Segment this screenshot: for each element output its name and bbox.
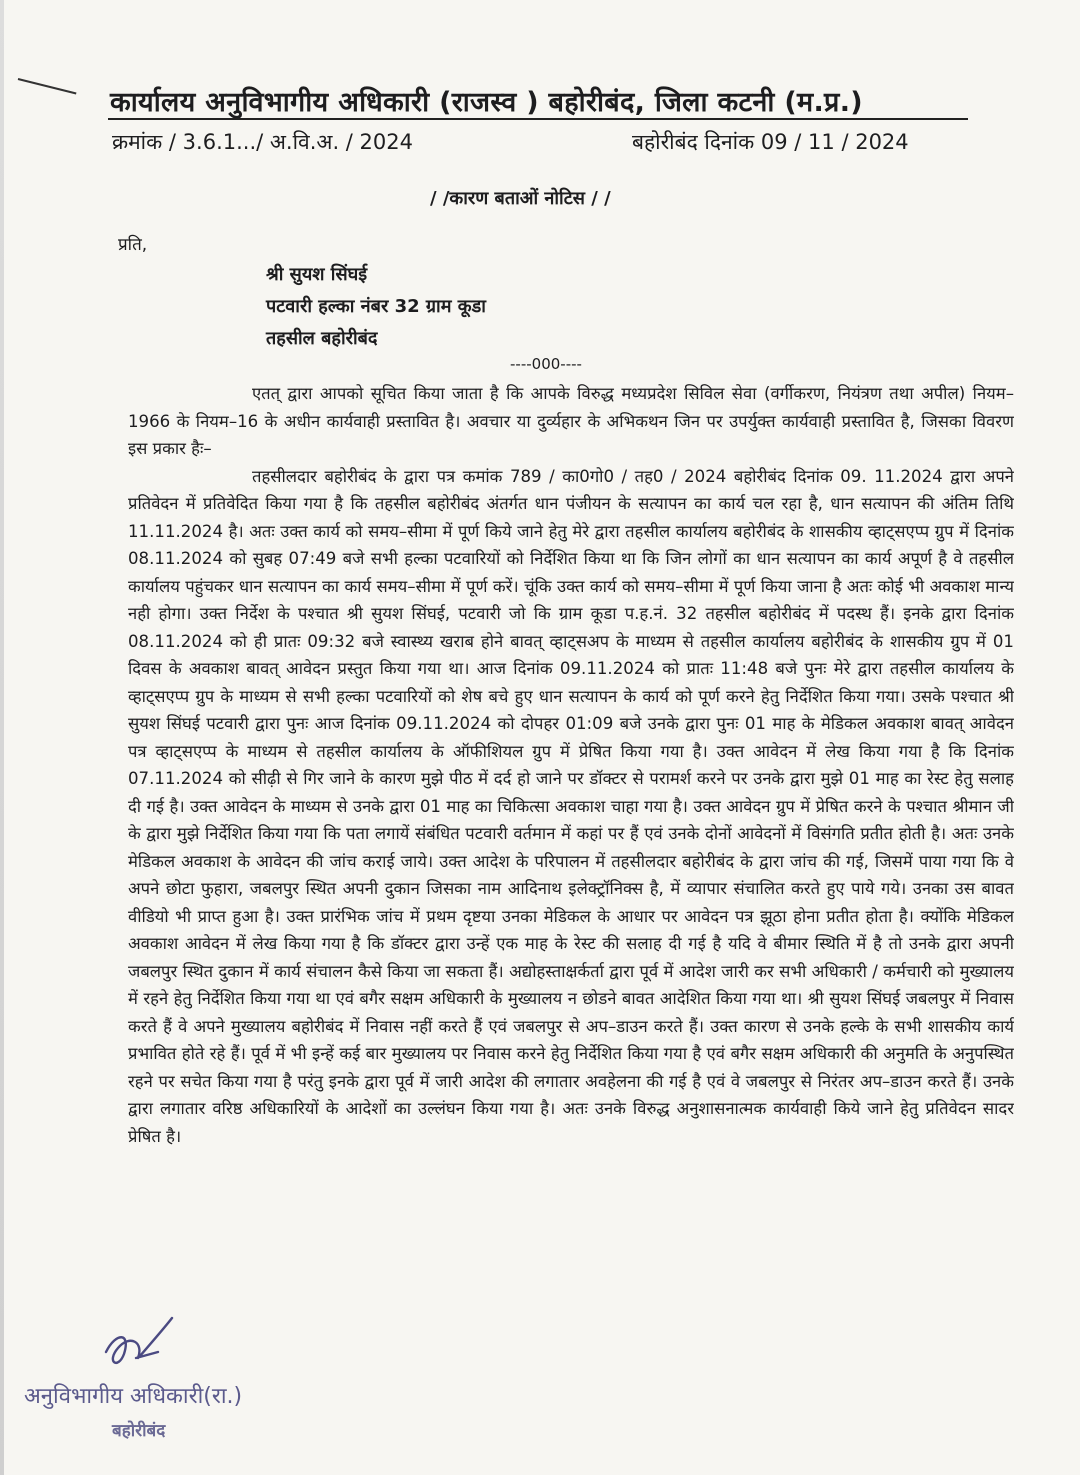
section-divider: ----000---- (510, 355, 582, 373)
office-title: कार्यालय अनुविभागीय अधिकारी (राजस्व ) बहोरीबंद, जिला कटनी (म.प्र.) (110, 87, 863, 118)
signatory-designation: अनुविभागीय अधिकारी(रा.) (24, 1384, 243, 1409)
notice-body (128, 380, 1014, 1305)
signatory-place: बहोरीबंद (112, 1421, 166, 1441)
notice-title: / /कारण बताओं नोटिस / / (430, 188, 611, 209)
body-paragraph-2: तहसीलदार बहोरीबंद के द्वारा पत्र कमांक 789 / का0गो0 / तह0 / 2024 बहोरीबंद दिनांक 09. 11.2024 द्वारा अपने प्रतिवेदन में प्रतिवेदित किया गया है कि तहसील बहोरीबंद अंतर्गत धान पंजीयन के सत्यापन का कार्य चल रहा है, धान सत्यापन की अंतिम तिथि 11.11.2024 है। अतः उक्त कार्य को समय–सीमा में पूर्ण किये जाने हेतु मेरे द्वारा तहसील कार्यालय बहोरीबंद के शासकीय व्हाट्सएप्प ग्रुप में दिनांक 08.11.2024 को सुबह 07:49 बजे सभी हल्का पटवारियों को निर्देशित किया था कि जिन लोगों का धान सत्यापन का कार्य अपूर्ण है वे तहसील कार्यालय पहुंचकर धान सत्यापन का कार्य समय–सीमा में पूर्ण करें। चूंकि उक्त कार्य को समय–सीमा में पूर्ण किया जाना है अतः कोई भी अवकाश मान्य नही होगा। उक्त निर्देश के पश्चात श्री सुयश सिंघई, पटवारी जो कि ग्राम कूडा प.ह.नं. 32 तहसील बहोरीबंद में पदस्थ हैं। इनके द्वारा दिनांक 08.11.2024 को ही प्रातः 09:32 बजे स्वास्थ्य खराब होने बावत् व्हाट्सअप के माध्यम से तहसील कार्यालय बहोरीबंद के शासकीय ग्रुप में 01 दिवस के अवकाश बावत् आवेदन प्रस्तुत किया गया था। आज दिनांक 09.11.2024 को प्रातः 11:48 बजे पुनः मेरे द्वारा तहसील कार्यालय के व्हाट्सएप्प ग्रुप के माध्यम से सभी हल्का पटवारियों को शेष बचे हुए धान सत्यापन के कार्य को पूर्ण करने हेतु निर्देशित किया गया। उसके पश्चात श्री सुयश सिंघई पटवारी द्वारा पुनः आज दिनांक 09.11.2024 को दोपहर 01:09 बजे उनके द्वारा पुनः 01 माह के मेडिकल अवकाश बावत् आवेदन पत्र व्हाट्सएप्प के माध्यम से तहसील कार्यालय के ऑफीशियल ग्रुप में प्रेषित किया गया है। उक्त आवेदन में लेख किया गया है कि दिनांक 07.11.2024 को सीढ़ी से गिर जाने के कारण मुझे पीठ में दर्द हो जाने पर डॉक्टर से परामर्श करने पर उनके द्वारा मुझे 01 माह का रेस्ट हेतु सलाह दी गई है। उक्त आवेदन के माध्यम से उनके द्वारा 01 माह का चिकित्सा अवकाश चाहा गया है। उक्त आवेदन ग्रुप में प्रेषित करने के पश्चात श्रीमान जी के द्वारा मुझे निर्देशित किया गया कि पता लगायें संबंधित पटवारी वर्तमान में कहां पर हैं एवं उनके दोनों आवेदनों में विसंगति प्रतीत होती है। अतः उनके मेडिकल अवकाश के आवेदन की जांच कराई जाये। उक्त आदेश के परिपालन में तहसीलदार बहोरीबंद के द्वारा जांच की गई, जिसमें पाया गया कि वे अपने छोटा फुहारा, जबलपुर स्थित अपनी दुकान जिसका नाम आदिनाथ इलेक्ट्रॉनिक्स है, में व्यापार संचालित करते हुए पाये गये। उनका उस बावत वीडियो भी प्राप्त हुआ है। उक्त प्रारंभिक जांच में प्रथम दृष्टया उनका मेडिकल के आधार पर आवेदन पत्र झूठा होना प्रतीत होता है। क्योंकि मेडिकल अवकाश आवेदन में लेख किया गया है कि डॉक्टर द्वारा उन्हें एक माह के रेस्ट की सलाह दी गई है यदि वे बीमार स्थिति में है तो उनके द्वारा अपनी जबलपुर स्थित दुकान में कार्य संचालन कैसे किया जा सकता हैं। अद्योहस्ताक्षर्कर्ता द्वारा पूर्व में आदेश जारी कर सभी अधिकारी / कर्मचारी को मुख्यालय में रहने हेतु निर्देशित किया गया था एवं बगैर सक्षम अधिकारी के मुख्यालय न छोडने बावत आदेशित किया गया था। श्री सुयश सिंघई जबलपुर में निवास करते हैं वे अपने मुख्यालय बहोरीबंद में निवास नहीं करते हैं एवं जबलपुर से अप–डाउन करते हैं। उक्त कारण से उनके हल्के के सभी शासकीय कार्य प्रभावित होते रहे हैं। पूर्व में भी इन्हें कई बार मुख्यालय पर निवास करने हेतु निर्देशित किया गया है एवं बगैर सक्षम अधिकारी की अनुमति के अनुपस्थित रहने पर सचेत किया गया है परंतु इनके द्वारा पूर्व में जारी आदेश की लगातार अवहेलना की गई है एवं वे जबलपुर से निरंतर अप–डाउन करते हैं। उनके द्वारा लगातार वरिष्ठ अधिकारियों के आदेशों का उल्लंघन किया गया है। अतः उनके विरुद्ध अनुशासनात्मक कार्यवाही किये जाने हेतु प्रतिवेदन सादर प्रेषित है। (128, 466, 1014, 1146)
scan-edge (0, 0, 4, 1475)
addressee-tehsil: तहसील बहोरीबंद (266, 328, 378, 349)
handwritten-signature (96, 1312, 186, 1382)
issue-date: बहोरीबंद दिनांक 09 / 11 / 2024 (632, 130, 909, 154)
addressee-name: श्री सुयश सिंघई (266, 264, 368, 285)
reference-number: क्रमांक / 3.6.1.../ अ.वि.अ. / 2024 (112, 130, 413, 154)
addressee-designation: पटवारी हल्का नंबर 32 ग्राम कूडा (266, 296, 486, 317)
body-paragraph-1: एतत् द्वारा आपको सूचित किया जाता है कि आपके विरुद्ध मध्यप्रदेश सिविल सेवा (वर्गीकरण, नियंत्रण तथा अपील) नियम–1966 के नियम–16 के अधीन कार्यवाही प्रस्तावित है। अवचार या दुर्व्यहार के अभिकथन जिन पर उपर्युक्त कार्यवाही प्रस्तावित है, जिसका विवरण इस प्रकार हैः– (128, 384, 1014, 458)
scan-mark (18, 78, 77, 94)
header-underline (108, 118, 968, 120)
addressee-prefix: प्रति, (118, 235, 148, 255)
